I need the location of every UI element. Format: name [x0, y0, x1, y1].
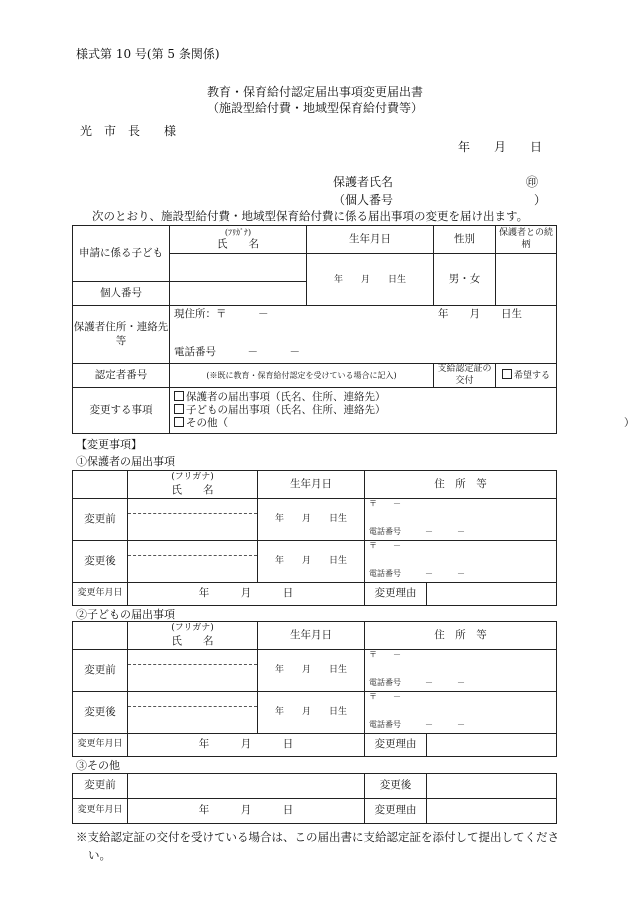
child-name-field[interactable]: [170, 254, 307, 282]
guardian-contact-label: 保護者住所・連絡先等: [73, 306, 170, 364]
section1-title: ①保護者の届出事項: [76, 455, 175, 468]
personal-number-label: （個人番号: [333, 193, 394, 207]
personal-number-row-label: 個人番号: [73, 282, 170, 306]
cert-wish-checkbox[interactable]: 希望する: [496, 364, 557, 388]
before-label: 変更前: [73, 499, 128, 541]
name-header: (フリガナ) 氏 名: [128, 622, 258, 650]
date-line: 年 月 日: [458, 140, 543, 154]
checkbox-icon: [502, 369, 512, 379]
seal-mark: ㊞: [526, 175, 539, 189]
cert-number-label: 認定者番号: [73, 364, 170, 388]
addressee: 光 市 長 様: [80, 124, 177, 138]
option-other[interactable]: その他（ ）: [174, 417, 556, 430]
change-items-label: 変更する事項: [73, 388, 170, 434]
after-name-field[interactable]: [128, 541, 258, 583]
change-date-label: 変更年月日: [73, 734, 128, 757]
form-subtitle: （施設型給付費・地域型保育給付費等）: [206, 101, 423, 115]
guardian-change-table: [72, 470, 557, 606]
change-items-options: [170, 388, 635, 434]
address-header: 住 所 等: [365, 471, 557, 499]
phone-number: 電話番号 － －: [174, 346, 300, 358]
after-birth-field[interactable]: 年 月 日生: [258, 692, 365, 734]
checkbox-icon: [174, 417, 184, 427]
other-before-field[interactable]: [128, 774, 365, 799]
change-date-field[interactable]: 年 月 日: [128, 799, 365, 824]
child-name-header: (ﾌﾘｶﾞﾅ) 氏 名: [170, 226, 307, 254]
after-address-field[interactable]: 〒 － 電話番号 － －: [365, 541, 557, 583]
footnote: ※支給認定証の交付を受けている場合は、この届出書に支給認定証を添付して提出してください。: [76, 830, 559, 862]
before-label: 変更前: [73, 650, 128, 692]
reason-label: 変更理由: [365, 799, 427, 824]
option-guardian[interactable]: 保護者の届出事項（氏名、住所、連絡先）: [174, 391, 556, 404]
child-gender-field[interactable]: 男・女: [434, 254, 496, 306]
form-title: 教育・保育給付認定届出事項変更届出書: [206, 85, 423, 99]
option-child[interactable]: 子どもの届出事項（氏名、住所、連絡先）: [174, 404, 556, 417]
gender-header: 性別: [434, 226, 496, 254]
change-date-label: 変更年月日: [73, 583, 128, 606]
after-address-field[interactable]: 〒 － 電話番号 － －: [365, 692, 557, 734]
relation-header: 保護者との続柄: [496, 226, 557, 254]
before-birth-field[interactable]: 年 月 日生: [258, 499, 365, 541]
personal-number-field[interactable]: [170, 282, 307, 306]
change-date-label: 変更年月日: [73, 799, 128, 824]
change-date-field[interactable]: 年 月 日: [128, 583, 365, 606]
reason-field[interactable]: [427, 583, 557, 606]
before-address-field[interactable]: 〒 － 電話番号 － －: [365, 650, 557, 692]
before-birth-field[interactable]: 年 月 日生: [258, 650, 365, 692]
before-name-field[interactable]: [128, 650, 258, 692]
after-label: 変更後: [73, 692, 128, 734]
reason-label: 変更理由: [365, 583, 427, 606]
child-label: 申請に係る子ども: [73, 226, 170, 282]
child-birth-field[interactable]: 年 月 日生: [307, 254, 434, 306]
guardian-contact-field[interactable]: [170, 306, 557, 364]
address-header: 住 所 等: [365, 622, 557, 650]
before-name-field[interactable]: [128, 499, 258, 541]
after-birth-field[interactable]: 年 月 日生: [258, 541, 365, 583]
main-table: [72, 225, 635, 434]
personal-number-close: ）: [534, 193, 547, 207]
move-date: 年 月 日生: [438, 308, 522, 320]
birth-header: 生年月日: [258, 471, 365, 499]
cert-number-field[interactable]: (※既に教育・保育給付認定を受けている場合に記入): [170, 364, 434, 388]
reason-field[interactable]: [427, 799, 557, 824]
intro-text: 次のとおり、施設型給付費・地域型保育給付費に係る届出事項の変更を届け出ます。: [92, 209, 529, 223]
after-label: 変更後: [365, 774, 427, 799]
after-name-field[interactable]: [128, 692, 258, 734]
other-change-table: [72, 773, 557, 824]
form-number: 様式第 10 号(第 5 条関係): [76, 47, 220, 61]
change-date-field[interactable]: 年 月 日: [128, 734, 365, 757]
name-header: (フリガナ) 氏 名: [128, 471, 258, 499]
after-label: 変更後: [73, 541, 128, 583]
checkbox-icon: [174, 404, 184, 414]
section2-title: ②子どもの届出事項: [76, 608, 175, 621]
reason-field[interactable]: [427, 734, 557, 757]
checkbox-icon: [174, 391, 184, 401]
birthdate-header: 生年月日: [307, 226, 434, 254]
child-change-table: [72, 621, 557, 757]
before-address-field[interactable]: 〒 － 電話番号 － －: [365, 499, 557, 541]
before-label: 変更前: [73, 774, 128, 799]
reason-label: 変更理由: [365, 734, 427, 757]
section3-title: ③その他: [76, 759, 120, 772]
guardian-name-label: 保護者氏名: [333, 175, 394, 189]
other-after-field[interactable]: [427, 774, 557, 799]
changes-header: 【変更事項】: [76, 438, 142, 451]
current-address: 現住所：〒 －: [174, 308, 269, 320]
birth-header: 生年月日: [258, 622, 365, 650]
cert-issue-label: 支給認定証の交付: [434, 364, 496, 388]
relation-field[interactable]: [496, 254, 557, 306]
